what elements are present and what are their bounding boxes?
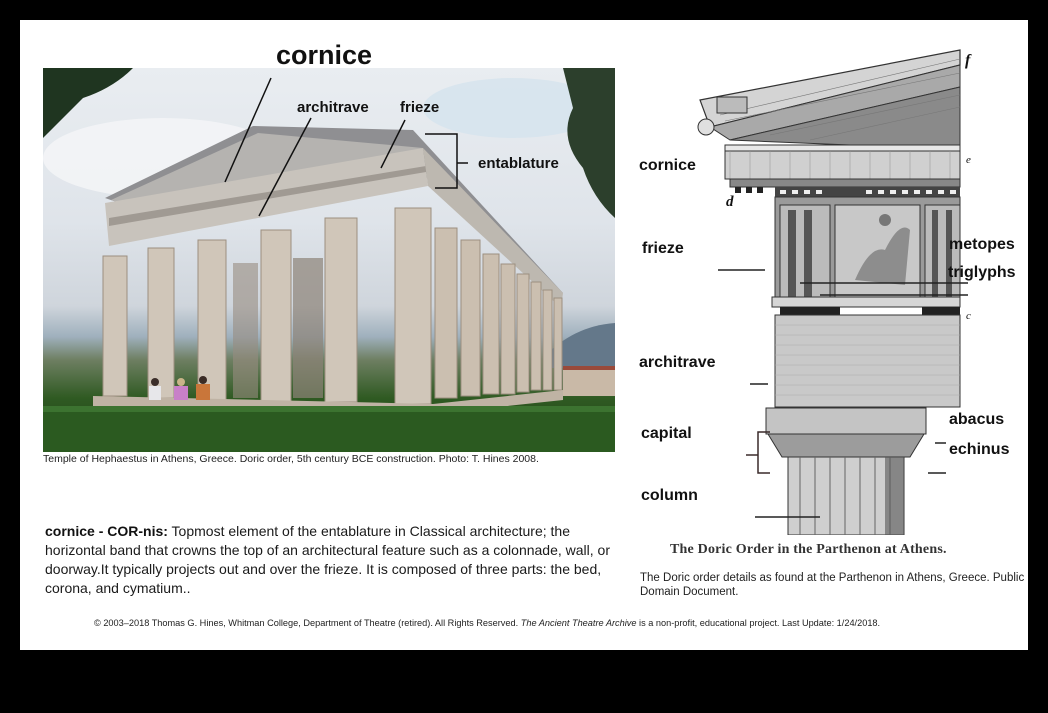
photo-label-frieze: frieze [400,99,440,116]
diagram-letter-f: f [965,52,971,69]
diagram-title: The Doric Order in the Parthenon at Athens. [670,542,947,557]
footer-copyright-text: © 2003–2018 Thomas G. Hines, Whitman College, Department of Theatre (retired). All Rights Reserved. [94,618,519,628]
footer-archive-text: is a non-profit, educational project. Last Update: 1/24/2018. [636,618,881,628]
diagram-label-abacus: abacus [949,411,1005,428]
diagram-caption: The Doric order details as found at the Parthenon in Athens, Greece. Public Domain Document. [640,572,1025,598]
definition-text: Topmost element of the entablature in Classical architecture; the horizontal band that crowns the top of an architectural feature such as a colonnade, wall, or doorway.It typically projects out and over the frieze. It is composed of three parts: the bed, corona, and cymatium.. [45,523,611,596]
doric-order-diagram [670,45,970,535]
diagram-label-metopes: metopes [949,236,1015,253]
cornice-definition [45,522,625,598]
photo-label-architrave: architrave [297,99,369,116]
diagram-label-cornice: cornice [639,157,696,174]
definition-term: cornice - COR-nis: [45,523,168,539]
diagram-letter-e: e [966,154,971,166]
temple-photo [43,68,615,452]
diagram-letter-c: c [966,310,971,322]
diagram-label-echinus: echinus [949,441,1010,458]
doric-order-illustration [670,45,970,535]
photo-caption: Temple of Hephaestus in Athens, Greece. Doric order, 5th century BCE construction. Photo: T. Hines 2008. [43,453,539,465]
temple-illustration [43,68,615,452]
diagram-label-column: column [641,487,698,504]
diagram-label-frieze: frieze [642,240,684,257]
footer-archive-name: The Ancient Theatre Archive [520,618,637,628]
diagram-label-capital: capital [641,425,692,442]
diagram-letter-d: d [726,194,734,210]
photo-label-cornice: cornice [276,40,373,70]
diagram-label-architrave: architrave [639,354,716,371]
page-panel [20,20,1028,650]
photo-label-entablature: entablature [478,155,559,172]
diagram-label-triglyphs: triglyphs [948,264,1016,281]
footer-copyright [94,618,880,628]
